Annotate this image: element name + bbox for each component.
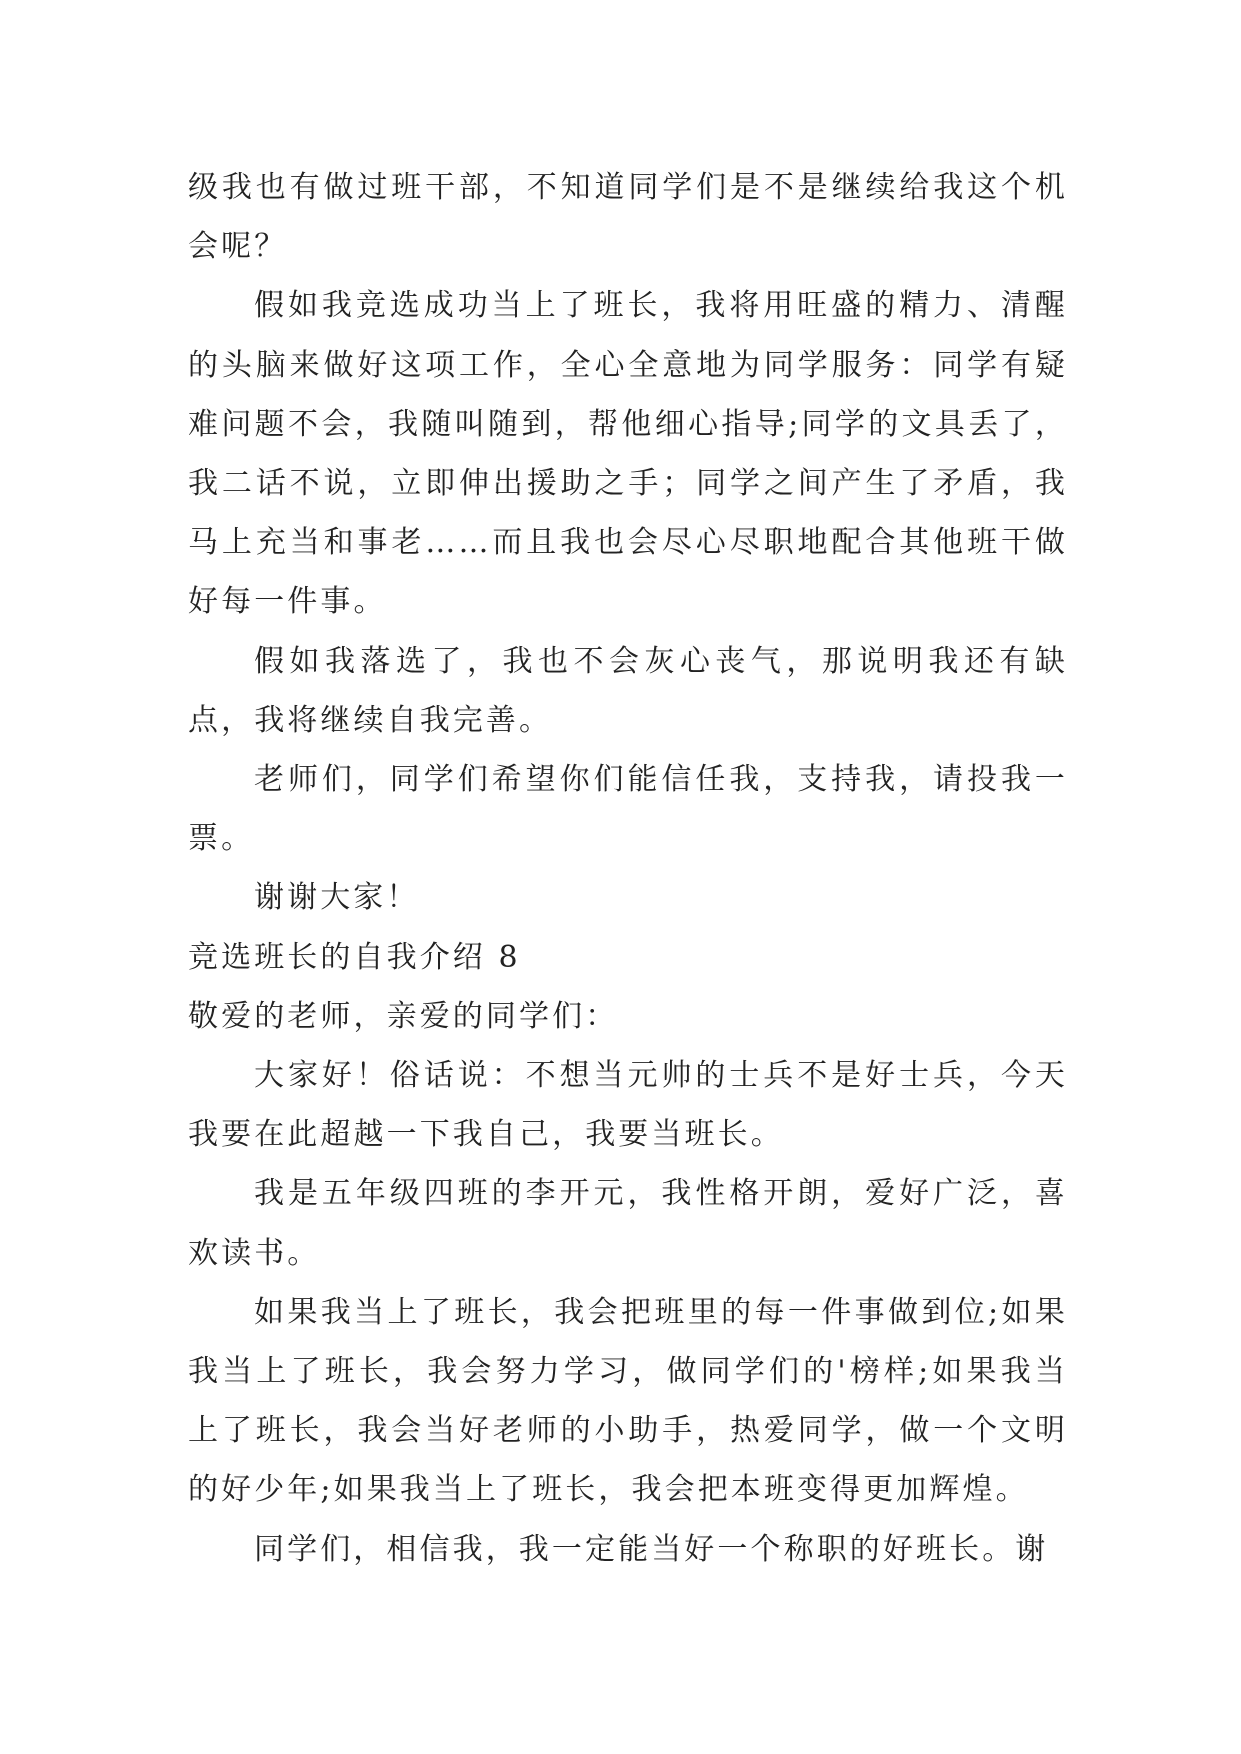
salutation: 敬爱的老师，亲爱的同学们： (188, 998, 619, 1034)
paragraph-if-lose: 假如我落选了，我也不会灰心丧气，那说明我还有缺点，我将继续自我完善。 (188, 643, 1068, 738)
paragraph-vote-request: 老师们，同学们希望你们能信任我，支持我，请投我一票。 (188, 762, 1068, 857)
paragraph-greeting: 大家好！俗话说：不想当元帅的士兵不是好士兵，今天我要在此超越一下我自己，我要当班长。 (188, 1058, 1068, 1153)
section-title: 竞选班长的自我介绍 8 (188, 939, 521, 975)
document-body (188, 158, 1068, 1579)
paragraph-campaign-promise: 假如我竞选成功当上了班长，我将用旺盛的精力、清醒的头脑来做好这项工作，全心全意地为同学服务：同学有疑难问题不会，我随叫随到，帮他细心指导;同学的文具丢了，我二话不说，立即伸出援助之手；同学之间产生了矛盾，我马上充当和事老……而且我也会尽心尽职地配合其他班干做好每一件事。 (188, 288, 1068, 620)
paragraph-continuation: 级我也有做过班干部，不知道同学们是不是继续给我这个机会呢？ (188, 170, 1068, 265)
paragraph-closing: 同学们，相信我，我一定能当好一个称职的好班长。谢 (254, 1531, 1049, 1567)
paragraph-thanks: 谢谢大家！ (254, 880, 420, 916)
paragraph-if-elected: 如果我当上了班长，我会把班里的每一件事做到位;如果我当上了班长，我会努力学习，做同学们的'榜样;如果我当上了班长，我会当好老师的小助手，热爱同学，做一个文明的好少年;如果我当上了班长，我会把本班变得更加辉煌。 (188, 1294, 1068, 1508)
paragraph-self-intro: 我是五年级四班的李开元，我性格开朗，爱好广泛，喜欢读书。 (188, 1176, 1068, 1271)
